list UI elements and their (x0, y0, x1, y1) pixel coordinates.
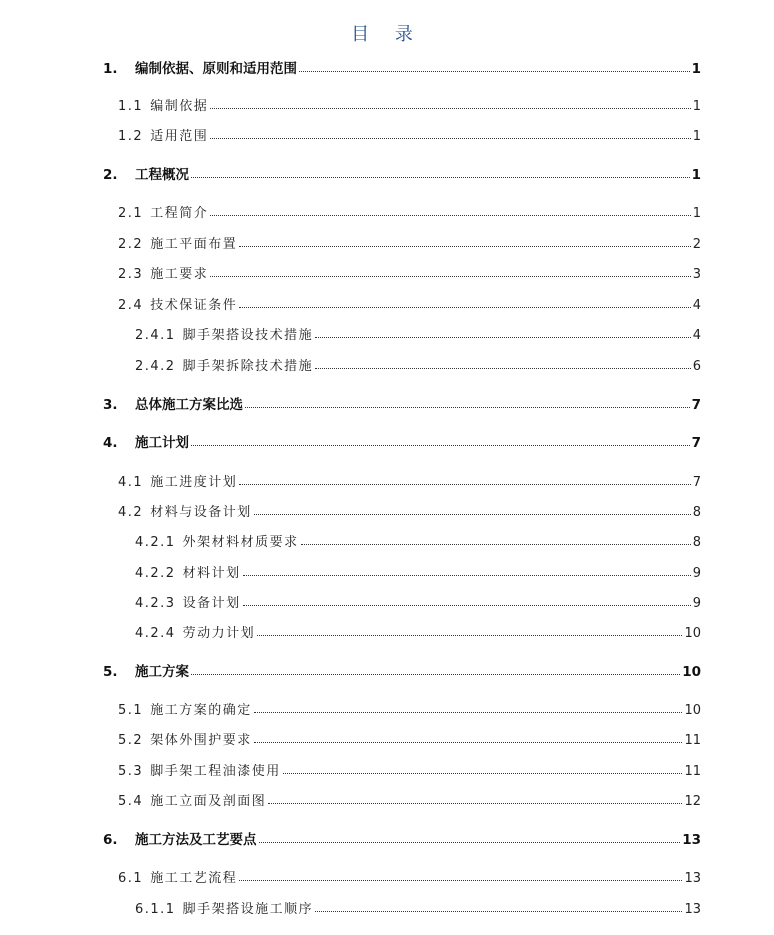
toc-entry-6[interactable] (103, 828, 701, 848)
toc-entry-2-1[interactable] (118, 201, 701, 221)
toc-dot-leader (239, 306, 691, 308)
toc-entry-page: 13 (682, 832, 701, 848)
toc-dot-leader (315, 336, 691, 338)
toc-entry-number: 2.4.1 (135, 328, 176, 343)
toc-dot-leader (239, 483, 691, 485)
toc-entry-number: 2.1 (118, 206, 144, 221)
toc-dot-leader (191, 444, 690, 446)
toc-entry-title: 设备计划 (182, 596, 241, 611)
toc-entry-title: 适用范围 (150, 129, 209, 144)
toc-entry-4-2[interactable] (118, 500, 701, 520)
toc-entry-number: 1.1 (118, 99, 144, 114)
toc-dot-leader (254, 741, 683, 743)
toc-dot-leader (283, 772, 683, 774)
toc-entry-page: 1 (692, 129, 701, 144)
toc-entry-4-1[interactable] (118, 470, 701, 490)
toc-entry-number: 2.3 (118, 267, 144, 282)
toc-entry-number: 4.2.4 (135, 626, 176, 641)
toc-entry-title: 施工方法及工艺要点 (135, 832, 257, 848)
toc-entry-title: 外架材料材质要求 (182, 535, 299, 550)
toc-entry-page: 10 (684, 703, 701, 718)
toc-dot-leader (301, 543, 691, 545)
toc-entry-number: 1.2 (118, 129, 144, 144)
toc-entry-2[interactable] (103, 163, 701, 183)
toc-entry-title: 施工方案 (135, 664, 189, 680)
toc-entry-number: 6.1.1 (135, 902, 176, 917)
toc-entry-2-4[interactable] (118, 293, 701, 313)
toc-dot-leader (210, 275, 691, 277)
toc-entry-title: 材料计划 (182, 566, 241, 581)
toc-entry-title: 工程概况 (135, 167, 189, 183)
toc-entry-title: 施工要求 (150, 267, 209, 282)
toc-entry-page: 10 (682, 664, 701, 680)
toc-entry-page: 8 (692, 535, 701, 550)
toc-entry-title: 编制依据、原则和适用范围 (135, 61, 297, 77)
toc-entry-title: 材料与设备计划 (150, 505, 252, 520)
toc-entry-title: 脚手架拆除技术措施 (182, 359, 314, 374)
toc-entry-page: 4 (692, 328, 701, 343)
toc-entry-page: 13 (684, 902, 701, 917)
toc-entry-number: 4.2.2 (135, 566, 176, 581)
toc-entry-number: 6. (103, 832, 118, 848)
toc-entry-page: 7 (692, 475, 701, 490)
toc-entry-2-2[interactable] (118, 232, 701, 252)
toc-entry-page: 2 (692, 237, 701, 252)
toc-entry-4-2-4[interactable] (135, 621, 701, 641)
toc-dot-leader (191, 673, 680, 675)
toc-dot-leader (210, 107, 691, 109)
toc-entry-page: 1 (692, 99, 701, 114)
toc-dot-leader (210, 137, 691, 139)
toc-dot-leader (239, 879, 682, 881)
toc-entry-number: 4.2.1 (135, 535, 176, 550)
toc-entry-title: 总体施工方案比选 (135, 397, 243, 413)
toc-dot-leader (259, 841, 681, 843)
toc-entry-number: 1. (103, 61, 118, 77)
toc-entry-1-2[interactable] (118, 124, 701, 144)
toc-entry-page: 9 (692, 566, 701, 581)
toc-entry-title: 施工方案的确定 (150, 703, 252, 718)
toc-entry-title: 工程简介 (150, 206, 209, 221)
toc-entry-2-4-1[interactable] (135, 323, 701, 343)
toc-entry-4[interactable] (103, 431, 701, 451)
toc-entry-page: 12 (684, 794, 701, 809)
toc-dot-leader (191, 176, 690, 178)
toc-entry-number: 2. (103, 167, 118, 183)
toc-entry-3[interactable] (103, 393, 701, 413)
toc-entry-page: 10 (684, 626, 701, 641)
toc-dot-leader (268, 802, 682, 804)
toc-entry-number: 4. (103, 435, 118, 451)
toc-entry-page: 8 (692, 505, 701, 520)
toc-entry-title: 架体外围护要求 (150, 733, 252, 748)
toc-dot-leader (315, 910, 682, 912)
toc-entry-number: 5.3 (118, 764, 144, 779)
toc-entry-page: 13 (684, 871, 701, 886)
toc-entry-title: 施工平面布置 (150, 237, 238, 252)
toc-entry-title: 施工工艺流程 (150, 871, 238, 886)
toc-dot-leader (315, 367, 691, 369)
toc-dot-leader (254, 711, 683, 713)
toc-entry-number: 5.2 (118, 733, 144, 748)
toc-entry-4-2-3[interactable] (135, 591, 701, 611)
toc-entry-number: 2.4 (118, 298, 144, 313)
toc-dot-leader (257, 634, 682, 636)
toc-entry-title: 施工计划 (135, 435, 189, 451)
toc-entry-number: 4.1 (118, 475, 144, 490)
toc-entry-number: 6.1 (118, 871, 144, 886)
toc-entry-title: 施工立面及剖面图 (150, 794, 267, 809)
toc-dot-leader (299, 70, 690, 72)
toc-entry-number: 4.2.3 (135, 596, 176, 611)
toc-entry-number: 3. (103, 397, 118, 413)
toc-entry-title: 劳动力计划 (182, 626, 256, 641)
toc-entry-title: 脚手架搭设技术措施 (182, 328, 314, 343)
toc-entry-page: 4 (692, 298, 701, 313)
toc-entry-number: 2.2 (118, 237, 144, 252)
toc-entry-2-4-2[interactable] (135, 354, 701, 374)
toc-entry-5-2[interactable] (118, 728, 701, 748)
toc-entry-page: 6 (692, 359, 701, 374)
toc-entry-page: 3 (692, 267, 701, 282)
toc-entry-title: 脚手架搭设施工顺序 (182, 902, 314, 917)
toc-entry-2-3[interactable] (118, 262, 701, 282)
toc-entry-title: 技术保证条件 (150, 298, 238, 313)
toc-entry-number: 5. (103, 664, 118, 680)
toc-entry-number: 2.4.2 (135, 359, 176, 374)
toc-entry-title: 施工进度计划 (150, 475, 238, 490)
toc-entry-page: 7 (691, 435, 701, 451)
toc-entry-page: 1 (691, 167, 701, 183)
toc-entry-1[interactable] (103, 57, 701, 77)
toc-entry-page: 11 (684, 733, 701, 748)
toc-entry-number: 5.4 (118, 794, 144, 809)
toc-entry-5-1[interactable] (118, 698, 701, 718)
toc-entry-page: 1 (692, 206, 701, 221)
toc-entry-5-3[interactable] (118, 759, 701, 779)
toc-dot-leader (245, 406, 690, 408)
toc-entry-page: 11 (684, 764, 701, 779)
toc-dot-leader (254, 513, 691, 515)
toc-dot-leader (239, 245, 691, 247)
toc-dot-leader (243, 574, 691, 576)
toc-entry-1-1[interactable] (118, 94, 701, 114)
toc-entry-page: 9 (692, 596, 701, 611)
toc-entry-number: 4.2 (118, 505, 144, 520)
toc-dot-leader (243, 604, 691, 606)
toc-entry-5-4[interactable] (118, 789, 701, 809)
toc-title: 目 录 (351, 24, 423, 45)
toc-entry-title: 编制依据 (150, 99, 209, 114)
toc-entry-number: 5.1 (118, 703, 144, 718)
toc-entry-4-2-2[interactable] (135, 561, 701, 581)
toc-entry-title: 脚手架工程油漆使用 (150, 764, 281, 779)
toc-entry-6-1-1[interactable] (135, 897, 701, 917)
toc-entry-4-2-1[interactable] (135, 530, 701, 550)
toc-entry-5[interactable] (103, 660, 701, 680)
toc-entry-page: 7 (691, 397, 701, 413)
toc-entry-page: 1 (691, 61, 701, 77)
toc-entry-6-1[interactable] (118, 866, 701, 886)
toc-dot-leader (210, 214, 691, 216)
